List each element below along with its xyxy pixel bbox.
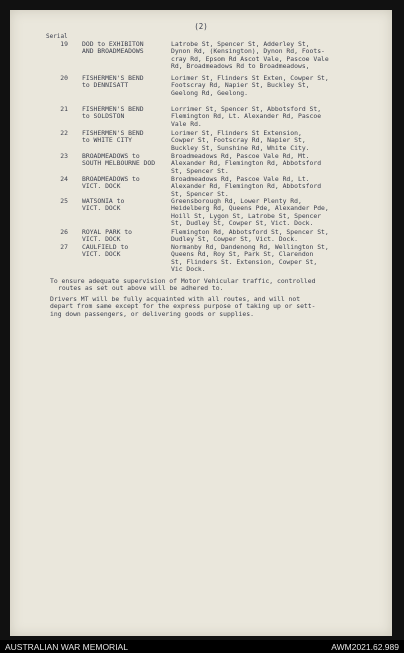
street-line: Buckley St, Sunshine Rd, White City. (171, 143, 310, 152)
serial-column-header: Serial (46, 33, 68, 40)
route-line: VICT. DOCK (82, 182, 121, 191)
street-line: Normanby Rd, Dandenong Rd, Wellington St, (171, 243, 329, 251)
serial-number: 20 (60, 74, 68, 82)
street-line: St, Spencer St. (171, 166, 229, 175)
street-line: Dudley St, Cowper St, Vict. Dock. (171, 235, 298, 244)
street-line: Broadmeadows Rd, Pascoe Vale Rd, Mt. (171, 152, 310, 160)
route-line: BROADMEADOWS to (82, 175, 140, 183)
street-line: St, Dudley St, Cowper St, Vict. Dock. (171, 219, 314, 228)
street-line: Lorimer St, Flinders St Extension, (171, 129, 302, 137)
route-line: VICT. DOCK (82, 204, 121, 213)
route-line: ROYAL PARK to (82, 228, 133, 236)
route-line: DOD to EXHIBITON (82, 40, 144, 48)
street-list (171, 176, 383, 198)
street-line: Vale Rd. (171, 119, 202, 128)
street-list (171, 229, 383, 244)
source-credit: AUSTRALIAN WAR MEMORIAL (5, 642, 128, 652)
route-line: to WHITE CITY (82, 136, 133, 145)
route-line: CAULFIELD to (82, 243, 129, 251)
street-line: Greensborough Rd, Lower Plenty Rd, (171, 197, 302, 205)
route-line: AND BROADMEADOWS (82, 47, 144, 56)
street-line: Latrobe St, Spencer St, Adderley St, (171, 40, 310, 48)
supervision-note (50, 278, 380, 293)
serial-number: 25 (60, 197, 68, 205)
note-line: depart from same except for the express purpose of taking up or sett- (50, 302, 316, 311)
street-line: Heidelberg Rd, Queens Pde, Alexander Pde, (171, 204, 329, 213)
street-list (171, 130, 383, 152)
street-line: Alexander Rd, Flemington Rd, Abbotsford (171, 159, 322, 168)
street-list (171, 153, 383, 175)
street-line: Hoill St, Lygon St, Latrobe St, Spencer (171, 211, 322, 220)
street-line: Geelong Rd, Geelong. (171, 88, 248, 97)
route-line: VICT. DOCK (82, 235, 121, 244)
street-line: Footscray Rd, Napier St, Buckley St, (171, 81, 310, 90)
street-line: Alexander Rd, Flemington Rd, Abbotsford (171, 182, 322, 191)
street-line: cray Rd, Epsom Rd Ascot Vale, Pascoe Vale (171, 54, 329, 63)
note-line: To ensure adequate supervision of Motor Vehicular traffic, controlled (50, 277, 316, 285)
note-line: Drivers MT will be fully acquainted with all routes, and will not (50, 295, 301, 303)
route-line: to SOLDSTON (82, 112, 125, 121)
street-line: Lorrimer St, Spencer St, Abbotsford St, (171, 105, 322, 113)
street-line: St, Flinders St. Extension, Cowper St, (171, 257, 318, 266)
street-line: Vic Dock. (171, 265, 206, 274)
street-line: St, Spencer St. (171, 189, 229, 198)
serial-number: 22 (60, 129, 68, 137)
street-line: Dynon Rd, (Kensington), Dynon Rd, Foots- (171, 47, 325, 56)
note-line: routes as set out above will be adhered to. (58, 284, 224, 293)
street-list (171, 106, 383, 128)
route-name (82, 244, 164, 259)
drivers-note (50, 296, 380, 318)
route-name (82, 198, 164, 213)
route-line: VICT. DOCK (82, 250, 121, 259)
route-name (82, 106, 164, 121)
route-line: WATSONIA to (82, 197, 125, 205)
serial-number: 26 (60, 228, 68, 236)
serial-number: 21 (60, 105, 68, 113)
street-line: Broadmeadows Rd, Pascoe Vale Rd, Lt. (171, 175, 310, 183)
route-line: FISHERMEN'S BEND (82, 105, 144, 113)
street-list (171, 198, 383, 228)
route-line: to DENNISATT (82, 81, 129, 90)
street-line: Lorimer St, Flinders St Exten, Cowper St, (171, 74, 329, 82)
street-line: Flemington Rd, Abbotsford St, Spencer St, (171, 228, 329, 236)
page-number: (2) (194, 22, 208, 31)
street-list (171, 75, 383, 97)
route-name (82, 75, 164, 90)
serial-number: 24 (60, 175, 68, 183)
reference-number: AWM2021.62.989 (331, 642, 399, 652)
route-name (82, 229, 164, 244)
route-name (82, 130, 164, 145)
street-list (171, 244, 383, 274)
route-name (82, 176, 164, 191)
street-line: Flemington Rd, Lt. Alexander Rd, Pascoe (171, 112, 322, 121)
document-page (10, 10, 392, 636)
archive-footer (0, 640, 404, 653)
note-line: ing down passengers, or delivering goods or supplies. (50, 309, 254, 318)
route-line: BROADMEADOWS to (82, 152, 140, 160)
serial-number: 19 (60, 40, 68, 48)
route-line: FISHERMEN'S BEND (82, 129, 144, 137)
street-list (171, 41, 383, 71)
route-name (82, 153, 164, 168)
serial-number: 23 (60, 152, 68, 160)
street-line: Queens Rd, Roy St, Park St, Clarendon (171, 250, 314, 259)
serial-number: 27 (60, 243, 68, 251)
street-line: Rd, Broadmeadows Rd to Broadmeadows, (171, 62, 310, 71)
route-line: FISHERMEN'S BEND (82, 74, 144, 82)
route-name (82, 41, 164, 56)
route-line: SOUTH MELBOURNE DOD (82, 159, 156, 168)
street-line: Cowper St, Footscray Rd, Napier St, (171, 136, 306, 145)
